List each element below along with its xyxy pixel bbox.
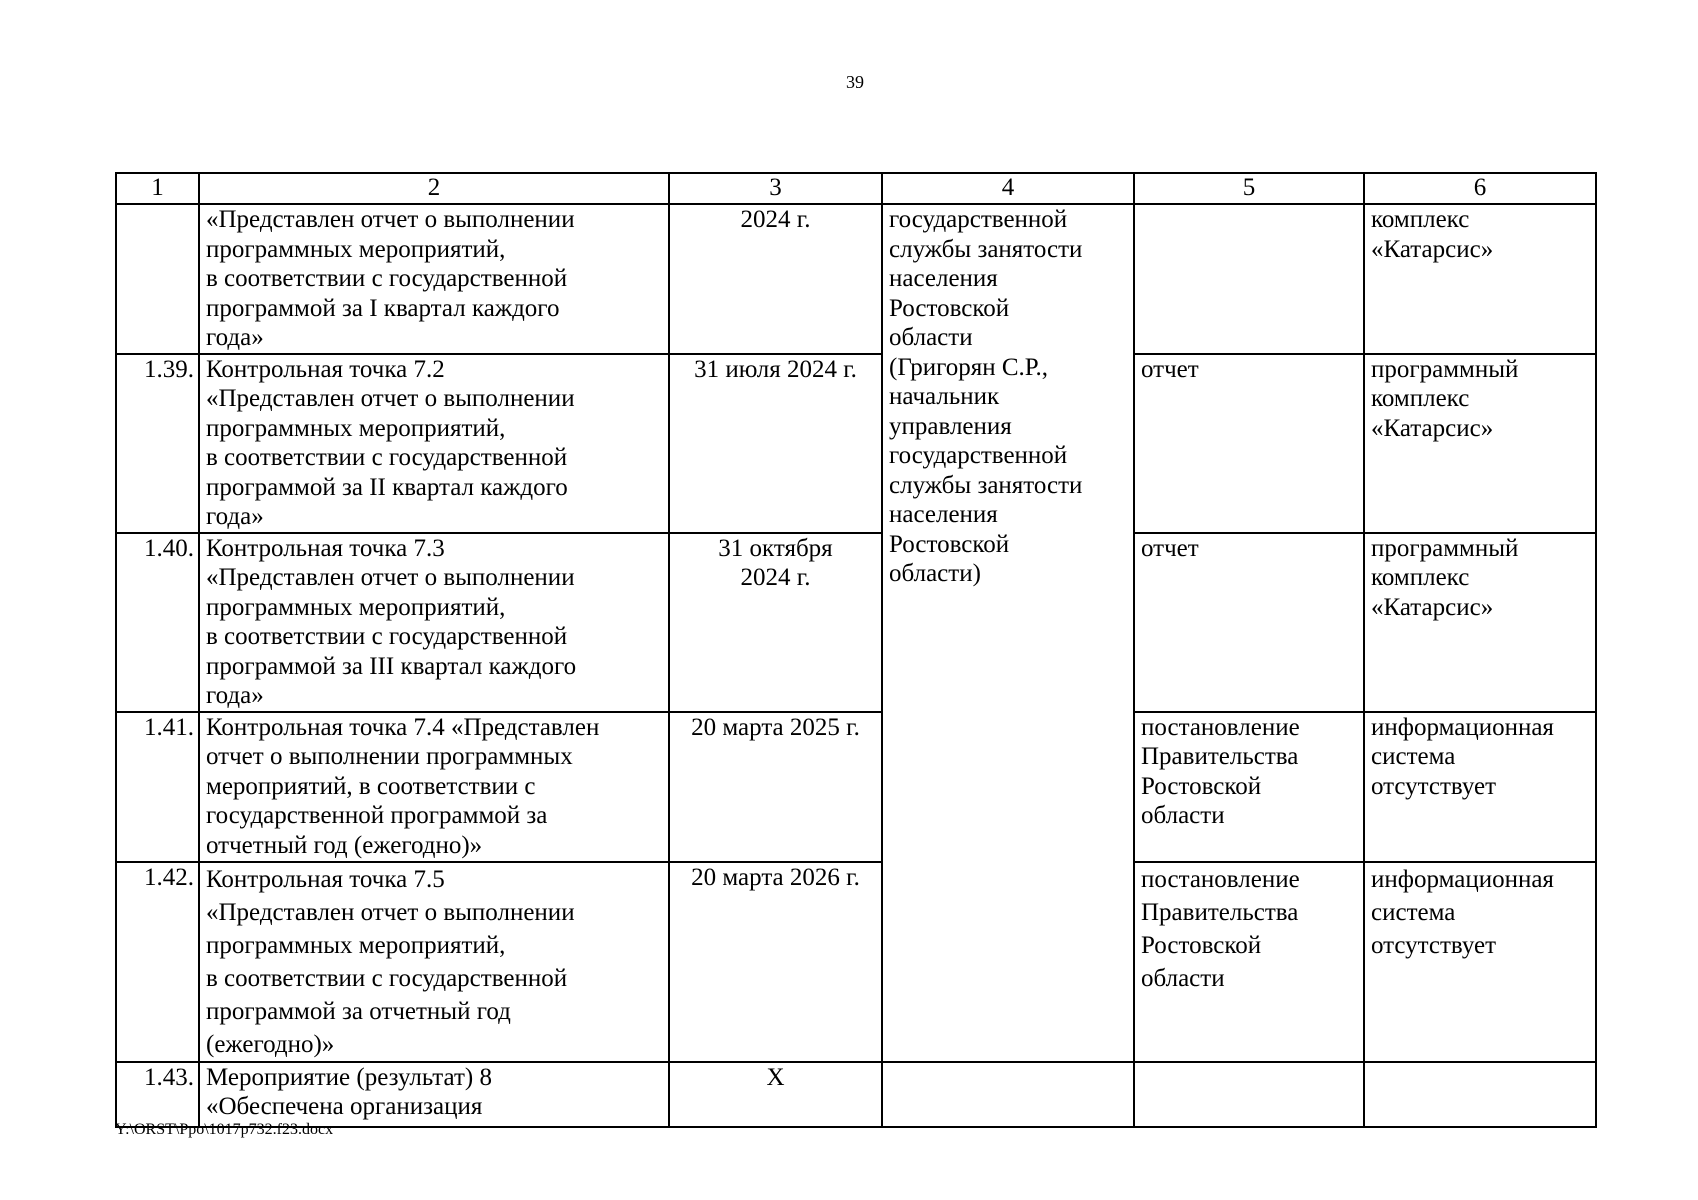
system-cell bbox=[1364, 1062, 1596, 1127]
column-header: 5 bbox=[1134, 173, 1364, 204]
system-cell: программный комплекс «Катарсис» bbox=[1364, 354, 1596, 533]
plan-table bbox=[115, 172, 1597, 1128]
system-cell: информационная система отсутствует bbox=[1364, 712, 1596, 862]
row-number-cell: 1.41. bbox=[116, 712, 199, 862]
row-number-cell: 1.43. bbox=[116, 1062, 199, 1127]
table-row bbox=[116, 204, 1596, 354]
footer-file-path: Y:\ORST\Ppo\1017p732.f23.docx bbox=[115, 1121, 334, 1138]
responsible-cell: государственной службы занятости населения Ростовской области (Григорян С.Р., начальник управления государственной службы занятости населения Ростовской области) bbox=[882, 204, 1134, 1062]
document-cell: отчет bbox=[1134, 533, 1364, 712]
column-header: 6 bbox=[1364, 173, 1596, 204]
document-cell bbox=[1134, 1062, 1364, 1127]
date-cell: 31 октября 2024 г. bbox=[669, 533, 882, 712]
date-cell: 20 марта 2026 г. bbox=[669, 862, 882, 1062]
document-cell: постановление Правительства Ростовской области bbox=[1134, 862, 1364, 1062]
row-number-cell: 1.40. bbox=[116, 533, 199, 712]
row-number-cell: 1.42. bbox=[116, 862, 199, 1062]
date-cell: X bbox=[669, 1062, 882, 1127]
column-header: 3 bbox=[669, 173, 882, 204]
table-row bbox=[116, 1062, 1596, 1127]
document-cell: отчет bbox=[1134, 354, 1364, 533]
document-cell bbox=[1134, 204, 1364, 354]
column-header: 2 bbox=[199, 173, 669, 204]
date-cell: 20 марта 2025 г. bbox=[669, 712, 882, 862]
document-cell: постановление Правительства Ростовской области bbox=[1134, 712, 1364, 862]
description-cell: Контрольная точка 7.2 «Представлен отчет о выполнении программных мероприятий, в соответствии с государственной программой за II квартал каждого года» bbox=[199, 354, 669, 533]
description-cell: Контрольная точка 7.3 «Представлен отчет о выполнении программных мероприятий, в соответствии с государственной программой за III квартал каждого года» bbox=[199, 533, 669, 712]
table-row bbox=[116, 533, 1596, 712]
column-header: 1 bbox=[116, 173, 199, 204]
responsible-cell bbox=[882, 1062, 1134, 1127]
description-cell: «Представлен отчет о выполнении программных мероприятий, в соответствии с государственной программой за I квартал каждого года» bbox=[199, 204, 669, 354]
system-cell: информационная система отсутствует bbox=[1364, 862, 1596, 1062]
description-cell: Контрольная точка 7.5 «Представлен отчет о выполнении программных мероприятий, в соответствии с государственной программой за отчетный год (ежегодно)» bbox=[199, 862, 669, 1062]
table-row bbox=[116, 862, 1596, 1062]
date-cell: 2024 г. bbox=[669, 204, 882, 354]
system-cell: комплекс «Катарсис» bbox=[1364, 204, 1596, 354]
row-number-cell bbox=[116, 204, 199, 354]
system-cell: программный комплекс «Катарсис» bbox=[1364, 533, 1596, 712]
description-cell: Контрольная точка 7.4 «Представлен отчет о выполнении программных мероприятий, в соответствии с государственной программой за отчетный год (ежегодно)» bbox=[199, 712, 669, 862]
column-header: 4 bbox=[882, 173, 1134, 204]
row-number-cell: 1.39. bbox=[116, 354, 199, 533]
table-header-row bbox=[116, 173, 1596, 204]
table-row bbox=[116, 712, 1596, 862]
description-cell: Мероприятие (результат) 8 «Обеспечена организация bbox=[199, 1062, 669, 1127]
date-cell: 31 июля 2024 г. bbox=[669, 354, 882, 533]
table-row bbox=[116, 354, 1596, 533]
page-number: 39 bbox=[846, 72, 864, 92]
